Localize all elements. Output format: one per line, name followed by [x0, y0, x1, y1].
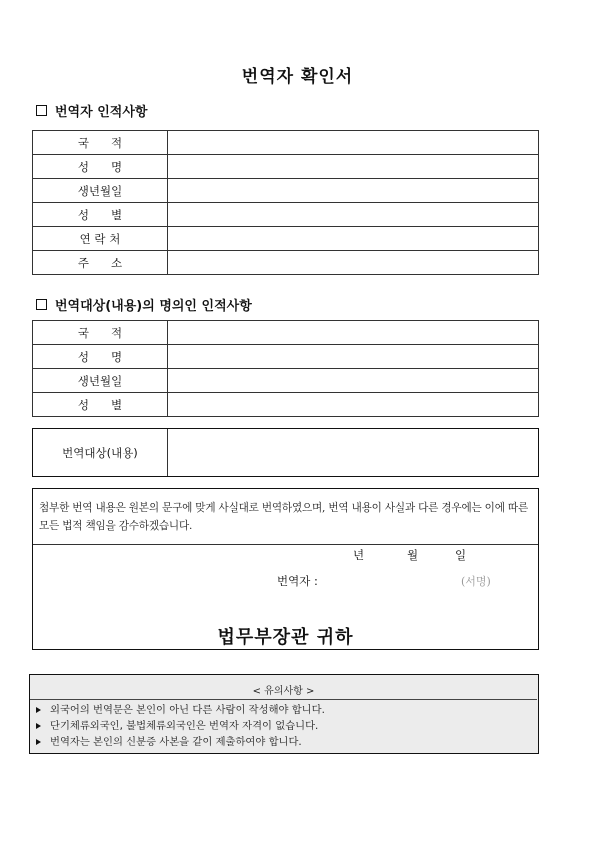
- field-label-name: 성 명: [33, 345, 168, 369]
- square-bullet-icon: [36, 299, 47, 310]
- note-text: 외국어의 번역문은 본인이 아닌 다른 사람이 작성해야 합니다.: [50, 704, 325, 716]
- table-row: [33, 155, 539, 179]
- field-label-nationality: 국 적: [33, 321, 168, 345]
- triangle-bullet-icon: [36, 723, 41, 729]
- section-heading-subject-person: [36, 295, 252, 314]
- field-value-address[interactable]: [168, 251, 539, 275]
- table-row: [33, 131, 539, 155]
- field-label-name: 성 명: [33, 155, 168, 179]
- field-label-gender: 성 별: [33, 203, 168, 227]
- field-label-address: 주 소: [33, 251, 168, 275]
- field-value-name[interactable]: [168, 155, 539, 179]
- field-value-birthdate[interactable]: [168, 179, 539, 203]
- field-label-contact: 연 락 처: [33, 227, 168, 251]
- list-item: [36, 718, 325, 734]
- translation-subject-box: [32, 428, 539, 477]
- subject-person-table: [32, 320, 539, 417]
- translation-subject-label: 번역대상(내용): [33, 429, 168, 476]
- declaration-box: [32, 488, 539, 650]
- section-heading-translator: [36, 101, 147, 120]
- table-row: [33, 393, 539, 417]
- signature-mark: (서명): [461, 575, 491, 588]
- notes-title: < 유의사항 >: [252, 686, 315, 697]
- field-value-gender[interactable]: [168, 203, 539, 227]
- table-row: [33, 321, 539, 345]
- list-item: [36, 702, 325, 718]
- table-row: [33, 369, 539, 393]
- table-row: [33, 227, 539, 251]
- declaration-text: 첨부한 번역 내용은 원본의 문구에 맞게 사실대로 번역하였으며, 번역 내용이 사실과 다른 경우에는 이에 따른 모든 법적 책임을 감수하겠습니다.: [39, 502, 528, 532]
- section-heading-text: 번역자 인적사항: [55, 105, 148, 120]
- page-title: 번역자 확인서: [241, 67, 354, 87]
- month-label: 월: [407, 548, 419, 562]
- notes-box: [29, 674, 539, 754]
- translation-subject-value[interactable]: [168, 429, 538, 476]
- field-value-nationality[interactable]: [168, 321, 539, 345]
- square-bullet-icon: [36, 105, 47, 116]
- addressee: 법무부장관 귀하: [217, 627, 354, 648]
- field-label-birthdate: 생년월일: [33, 179, 168, 203]
- day-label: 일: [455, 548, 467, 562]
- list-item: [36, 734, 325, 750]
- notes-list: [36, 702, 325, 750]
- field-value-nationality[interactable]: [168, 131, 539, 155]
- table-row: [33, 251, 539, 275]
- divider: [30, 699, 537, 700]
- field-label-birthdate: 생년월일: [33, 369, 168, 393]
- table-row: [33, 179, 539, 203]
- divider: [33, 544, 538, 545]
- year-label: 년: [353, 548, 365, 562]
- translator-signature-label: 번역자 :: [277, 574, 318, 588]
- table-row: [33, 203, 539, 227]
- field-value-birthdate[interactable]: [168, 369, 539, 393]
- triangle-bullet-icon: [36, 739, 41, 745]
- section-heading-text: 번역대상(내용)의 명의인 인적사항: [55, 299, 252, 314]
- field-value-name[interactable]: [168, 345, 539, 369]
- field-label-nationality: 국 적: [33, 131, 168, 155]
- field-label-gender: 성 별: [33, 393, 168, 417]
- note-text: 번역자는 본인의 신분증 사본을 같이 제출하여야 합니다.: [50, 736, 302, 748]
- date-row: [353, 547, 466, 563]
- field-value-gender[interactable]: [168, 393, 539, 417]
- triangle-bullet-icon: [36, 707, 41, 713]
- translator-info-table: [32, 130, 539, 275]
- note-text: 단기체류외국인, 불법체류외국인은 번역자 자격이 없습니다.: [50, 720, 319, 732]
- table-row: [33, 345, 539, 369]
- field-value-contact[interactable]: [168, 227, 539, 251]
